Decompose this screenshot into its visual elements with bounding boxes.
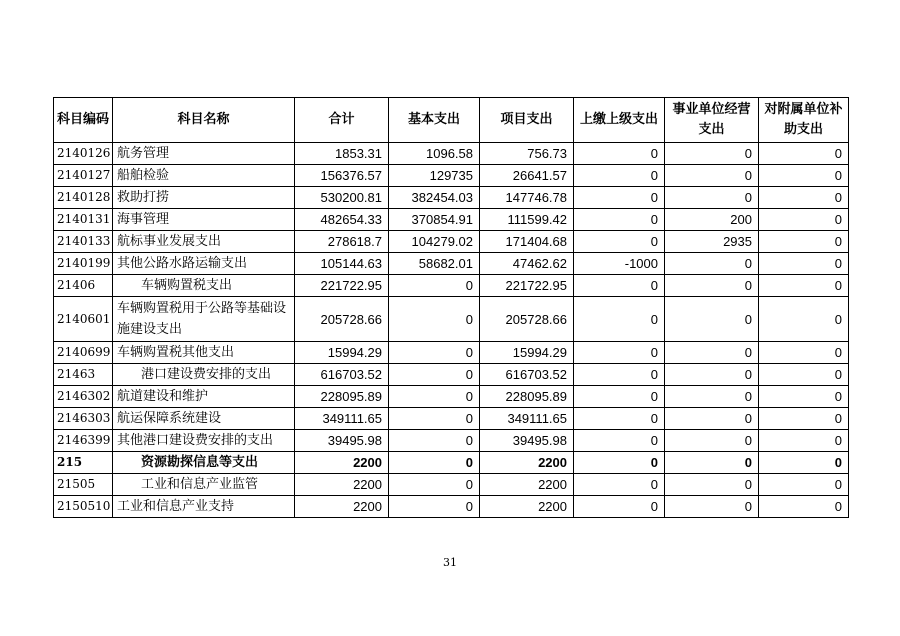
cell-business: 0 bbox=[665, 253, 759, 275]
cell-subsidy: 0 bbox=[759, 187, 849, 209]
cell-basic: 0 bbox=[389, 386, 480, 408]
cell-code: 2140601 bbox=[54, 297, 113, 342]
cell-business: 0 bbox=[665, 386, 759, 408]
table-row bbox=[54, 275, 849, 297]
cell-subsidy: 0 bbox=[759, 209, 849, 231]
cell-basic: 0 bbox=[389, 297, 480, 342]
cell-basic: 0 bbox=[389, 364, 480, 386]
cell-business: 0 bbox=[665, 143, 759, 165]
table-row bbox=[54, 408, 849, 430]
cell-project: 47462.62 bbox=[480, 253, 574, 275]
cell-business: 0 bbox=[665, 165, 759, 187]
cell-total: 278618.7 bbox=[295, 231, 389, 253]
cell-code: 2140199 bbox=[54, 253, 113, 275]
cell-subsidy: 0 bbox=[759, 297, 849, 342]
cell-basic: 129735 bbox=[389, 165, 480, 187]
table-row bbox=[54, 342, 849, 364]
cell-basic: 0 bbox=[389, 430, 480, 452]
cell-name: 航道建设和维护 bbox=[113, 386, 295, 408]
table-row bbox=[54, 364, 849, 386]
cell-total: 39495.98 bbox=[295, 430, 389, 452]
cell-code: 215 bbox=[54, 452, 113, 474]
cell-upper: 0 bbox=[574, 187, 665, 209]
cell-total: 228095.89 bbox=[295, 386, 389, 408]
cell-business: 0 bbox=[665, 452, 759, 474]
cell-name: 资源勘探信息等支出 bbox=[113, 452, 295, 474]
cell-name: 其他港口建设费安排的支出 bbox=[113, 430, 295, 452]
cell-total: 2200 bbox=[295, 496, 389, 518]
cell-upper: 0 bbox=[574, 496, 665, 518]
cell-basic: 370854.91 bbox=[389, 209, 480, 231]
cell-business: 0 bbox=[665, 342, 759, 364]
cell-code: 2146399 bbox=[54, 430, 113, 452]
cell-basic: 0 bbox=[389, 452, 480, 474]
cell-name: 航标事业发展支出 bbox=[113, 231, 295, 253]
header-project: 项目支出 bbox=[480, 98, 574, 143]
header-business: 事业单位经营支出 bbox=[665, 98, 759, 143]
cell-name: 船舶检验 bbox=[113, 165, 295, 187]
header-code: 科目编码 bbox=[54, 98, 113, 143]
cell-code: 2140127 bbox=[54, 165, 113, 187]
cell-subsidy: 0 bbox=[759, 408, 849, 430]
cell-total: 15994.29 bbox=[295, 342, 389, 364]
header-upper: 上缴上级支出 bbox=[574, 98, 665, 143]
cell-code: 2150510 bbox=[54, 496, 113, 518]
cell-project: 39495.98 bbox=[480, 430, 574, 452]
cell-code: 21406 bbox=[54, 275, 113, 297]
header-name: 科目名称 bbox=[113, 98, 295, 143]
cell-name: 航务管理 bbox=[113, 143, 295, 165]
table-row bbox=[54, 386, 849, 408]
cell-project: 221722.95 bbox=[480, 275, 574, 297]
cell-upper: 0 bbox=[574, 364, 665, 386]
table-row bbox=[54, 253, 849, 275]
expenditure-table bbox=[53, 97, 849, 518]
cell-name: 车辆购置税支出 bbox=[113, 275, 295, 297]
cell-project: 616703.52 bbox=[480, 364, 574, 386]
cell-subsidy: 0 bbox=[759, 231, 849, 253]
cell-subsidy: 0 bbox=[759, 452, 849, 474]
cell-name: 救助打捞 bbox=[113, 187, 295, 209]
cell-project: 205728.66 bbox=[480, 297, 574, 342]
cell-total: 221722.95 bbox=[295, 275, 389, 297]
cell-business: 0 bbox=[665, 275, 759, 297]
cell-subsidy: 0 bbox=[759, 253, 849, 275]
cell-subsidy: 0 bbox=[759, 342, 849, 364]
cell-total: 205728.66 bbox=[295, 297, 389, 342]
table-row bbox=[54, 297, 849, 342]
cell-name: 车辆购置税其他支出 bbox=[113, 342, 295, 364]
cell-project: 2200 bbox=[480, 496, 574, 518]
cell-subsidy: 0 bbox=[759, 386, 849, 408]
cell-total: 530200.81 bbox=[295, 187, 389, 209]
cell-name: 其他公路水路运输支出 bbox=[113, 253, 295, 275]
cell-upper: 0 bbox=[574, 342, 665, 364]
table-header-row bbox=[54, 98, 849, 143]
cell-total: 616703.52 bbox=[295, 364, 389, 386]
table-row bbox=[54, 430, 849, 452]
cell-business: 0 bbox=[665, 364, 759, 386]
cell-project: 171404.68 bbox=[480, 231, 574, 253]
cell-project: 756.73 bbox=[480, 143, 574, 165]
cell-total: 105144.63 bbox=[295, 253, 389, 275]
cell-project: 26641.57 bbox=[480, 165, 574, 187]
cell-upper: 0 bbox=[574, 430, 665, 452]
cell-basic: 104279.02 bbox=[389, 231, 480, 253]
cell-basic: 1096.58 bbox=[389, 143, 480, 165]
cell-business: 0 bbox=[665, 474, 759, 496]
cell-total: 349111.65 bbox=[295, 408, 389, 430]
page-number: 31 bbox=[443, 556, 457, 569]
cell-basic: 58682.01 bbox=[389, 253, 480, 275]
cell-subsidy: 0 bbox=[759, 474, 849, 496]
cell-code: 2140699 bbox=[54, 342, 113, 364]
cell-business: 2935 bbox=[665, 231, 759, 253]
table-body bbox=[54, 143, 849, 518]
cell-business: 0 bbox=[665, 496, 759, 518]
cell-total: 2200 bbox=[295, 474, 389, 496]
cell-basic: 0 bbox=[389, 275, 480, 297]
cell-code: 2140133 bbox=[54, 231, 113, 253]
cell-upper: 0 bbox=[574, 275, 665, 297]
cell-code: 21463 bbox=[54, 364, 113, 386]
cell-project: 15994.29 bbox=[480, 342, 574, 364]
cell-basic: 0 bbox=[389, 474, 480, 496]
header-basic: 基本支出 bbox=[389, 98, 480, 143]
cell-business: 0 bbox=[665, 297, 759, 342]
cell-upper: 0 bbox=[574, 297, 665, 342]
cell-total: 2200 bbox=[295, 452, 389, 474]
cell-project: 147746.78 bbox=[480, 187, 574, 209]
table-row bbox=[54, 452, 849, 474]
cell-total: 482654.33 bbox=[295, 209, 389, 231]
cell-name: 工业和信息产业监管 bbox=[113, 474, 295, 496]
header-total: 合计 bbox=[295, 98, 389, 143]
cell-name: 工业和信息产业支持 bbox=[113, 496, 295, 518]
table-row bbox=[54, 143, 849, 165]
cell-name: 车辆购置税用于公路等基础设施建设支出 bbox=[113, 297, 295, 342]
cell-upper: 0 bbox=[574, 165, 665, 187]
cell-upper: 0 bbox=[574, 386, 665, 408]
cell-subsidy: 0 bbox=[759, 165, 849, 187]
table-row bbox=[54, 474, 849, 496]
cell-upper: 0 bbox=[574, 452, 665, 474]
cell-project: 2200 bbox=[480, 474, 574, 496]
cell-total: 1853.31 bbox=[295, 143, 389, 165]
cell-subsidy: 0 bbox=[759, 275, 849, 297]
cell-code: 2146302 bbox=[54, 386, 113, 408]
cell-upper: 0 bbox=[574, 474, 665, 496]
cell-subsidy: 0 bbox=[759, 143, 849, 165]
cell-business: 0 bbox=[665, 430, 759, 452]
cell-name: 海事管理 bbox=[113, 209, 295, 231]
cell-project: 228095.89 bbox=[480, 386, 574, 408]
cell-upper: -1000 bbox=[574, 253, 665, 275]
cell-basic: 382454.03 bbox=[389, 187, 480, 209]
cell-project: 111599.42 bbox=[480, 209, 574, 231]
cell-subsidy: 0 bbox=[759, 364, 849, 386]
cell-code: 2140128 bbox=[54, 187, 113, 209]
cell-subsidy: 0 bbox=[759, 430, 849, 452]
cell-upper: 0 bbox=[574, 231, 665, 253]
cell-business: 0 bbox=[665, 187, 759, 209]
cell-subsidy: 0 bbox=[759, 496, 849, 518]
cell-total: 156376.57 bbox=[295, 165, 389, 187]
cell-code: 2140131 bbox=[54, 209, 113, 231]
cell-upper: 0 bbox=[574, 209, 665, 231]
table-row bbox=[54, 231, 849, 253]
cell-name: 航运保障系统建设 bbox=[113, 408, 295, 430]
cell-upper: 0 bbox=[574, 143, 665, 165]
cell-project: 2200 bbox=[480, 452, 574, 474]
cell-basic: 0 bbox=[389, 408, 480, 430]
cell-code: 21505 bbox=[54, 474, 113, 496]
cell-basic: 0 bbox=[389, 496, 480, 518]
cell-basic: 0 bbox=[389, 342, 480, 364]
table-row bbox=[54, 187, 849, 209]
header-subsidy: 对附属单位补助支出 bbox=[759, 98, 849, 143]
cell-upper: 0 bbox=[574, 408, 665, 430]
cell-code: 2140126 bbox=[54, 143, 113, 165]
cell-name: 港口建设费安排的支出 bbox=[113, 364, 295, 386]
table-row bbox=[54, 165, 849, 187]
table-row bbox=[54, 496, 849, 518]
cell-project: 349111.65 bbox=[480, 408, 574, 430]
table-row bbox=[54, 209, 849, 231]
cell-business: 200 bbox=[665, 209, 759, 231]
cell-code: 2146303 bbox=[54, 408, 113, 430]
cell-business: 0 bbox=[665, 408, 759, 430]
